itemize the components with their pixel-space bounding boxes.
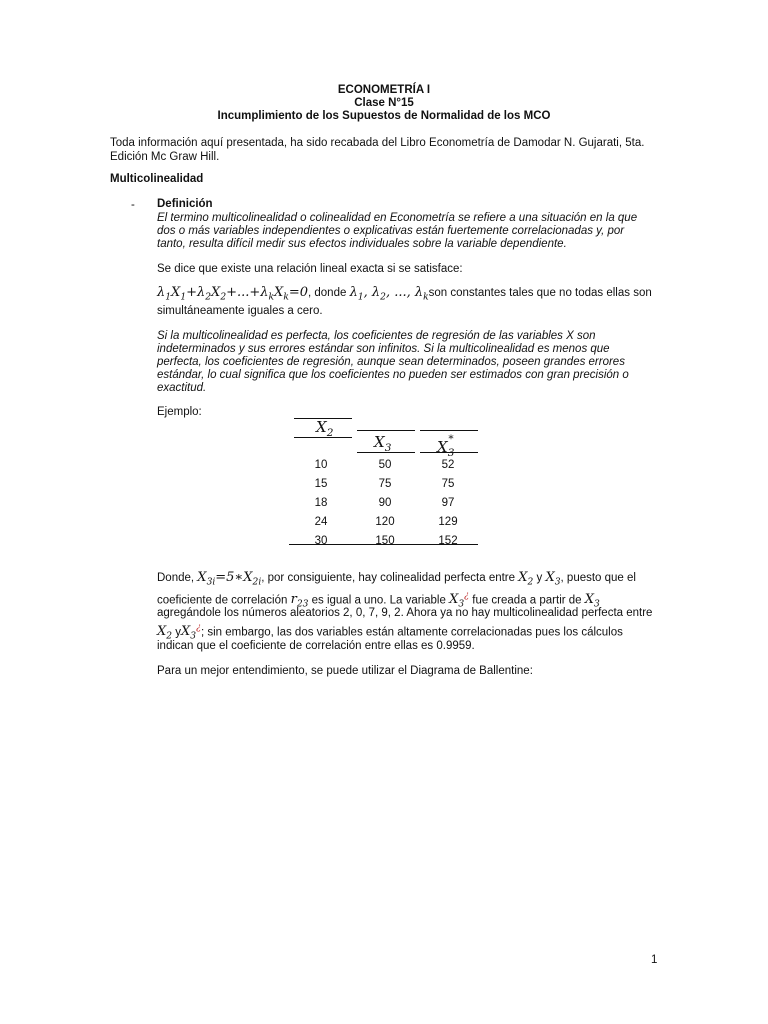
- table-cell: 10: [314, 459, 328, 471]
- lambda-list: $\lambda_1$, $\lambda_2$, ..., $\lambda_k$: [349, 285, 429, 303]
- donde-text-c: y: [536, 572, 543, 584]
- donde-text: Donde,: [157, 572, 195, 584]
- table-cell: 75: [441, 478, 455, 490]
- table-cell: 129: [438, 516, 458, 528]
- donde-line-1: [157, 571, 657, 590]
- var-x3-b: $X_3$: [584, 592, 600, 610]
- table-cell: 90: [378, 497, 392, 509]
- equation-formula: $\lambda_1X_1+\lambda_2X_2+...+\lambda_kX_k=0$: [157, 285, 308, 303]
- example-label: Ejemplo:: [157, 406, 202, 418]
- var-r23: $r_{23}$: [290, 592, 309, 610]
- table-cell: 24: [314, 516, 328, 528]
- topic-title: Incumplimiento de los Supuestos de Normalidad de los MCO: [217, 110, 551, 122]
- intro-line-2: Edición Mc Graw Hill.: [110, 151, 220, 163]
- equation-line-2: simultáneamente iguales a cero.: [157, 305, 323, 317]
- bullet-dash: -: [131, 199, 135, 211]
- donde-line-5: indican que el coeficiente de correlación entre ellas es 0.9959.: [157, 640, 475, 652]
- table-cell: 97: [441, 497, 455, 509]
- perfect-line-3: perfecta, los coeficientes de regresión, aunque sean determinados, poseen grandes errores: [157, 356, 625, 368]
- perfect-line-5: exactitud.: [157, 382, 207, 394]
- header-x2: $X_2$: [316, 418, 334, 439]
- table-cell: 75: [378, 478, 392, 490]
- page-number: 1: [651, 954, 658, 966]
- var-x3-star-b: $X_3^¿$: [181, 623, 201, 642]
- donde-text-b: , por consiguiente, hay colinealidad perfecta entre: [261, 572, 516, 584]
- table-cell: 18: [314, 497, 328, 509]
- donde-text-d: , puesto que el: [560, 572, 636, 584]
- table-cell: 150: [375, 535, 395, 547]
- table-rule: [357, 430, 415, 431]
- var-x3-star: $X_3^¿$: [449, 591, 470, 610]
- var-x3: $X_3$: [545, 570, 561, 588]
- donde-line-3: agregándole los números aleatorios 2, 0, 7, 9, 2. Ahora ya no hay multicolinealidad perfecta entre: [157, 607, 653, 619]
- donde-l4a: y: [175, 626, 182, 639]
- definition-line-1: El termino multicolinealidad o colinealidad en Econometría se refiere a una situación en la que: [157, 212, 638, 224]
- equation-text-end: son constantes tales que no todas ellas son: [428, 287, 652, 299]
- perfect-line-4: estándar, lo cual significa que los coeficientes no pueden ser estimados con gran precisión o: [157, 369, 629, 381]
- perfect-line-2: indeterminados y sus errores estándar son infinitos. Si la multicolinealidad es menos que: [157, 343, 610, 355]
- donde-l2a: coeficiente de correlación: [157, 594, 288, 607]
- table-cell: 152: [438, 535, 458, 547]
- var-x2-b: $X_2$: [157, 624, 173, 642]
- formula-x3i: $X_{3i}=5∗X_{2i}$: [197, 570, 262, 588]
- definition-line-2: dos o más variables independientes o explicativas están fuertemente correlacionadas y, por: [157, 225, 625, 237]
- equation-text-mid: , donde: [308, 287, 347, 299]
- perfect-line-1: Si la multicolinealidad es perfecta, los coeficientes de regresión de las variables X son: [157, 330, 596, 342]
- donde-l4b: ; sin embargo, las dos variables están altamente correlacionadas pues los cálculos: [200, 626, 623, 639]
- intro-line-1: Toda información aquí presentada, ha sido recabada del Libro Econometría de Damodar N. Gujarati, 5ta.: [110, 137, 645, 149]
- table-cell: 52: [441, 459, 455, 471]
- definition-line-3: tanto, resulta difícil medir sus efectos individuales sobre la variable dependiente.: [157, 238, 567, 250]
- definition-title: Definición: [157, 198, 213, 210]
- course-title: ECONOMETRÍA I: [337, 84, 431, 96]
- table-cell: 15: [314, 478, 328, 490]
- header-x3-star: $X_3^*$: [437, 433, 455, 459]
- table-cell: 30: [314, 535, 328, 547]
- section-title: Multicolinealidad: [110, 173, 204, 185]
- header-x3: $X_3$: [374, 433, 392, 454]
- class-number: Clase N°15: [354, 97, 414, 109]
- equation-line: [157, 286, 677, 305]
- table-rule: [420, 430, 478, 431]
- table-cell: 50: [378, 459, 392, 471]
- var-x2: $X_2$: [518, 570, 534, 588]
- table-cell: 120: [375, 516, 395, 528]
- donde-l2b: es igual a uno. La variable: [311, 594, 446, 607]
- ballentine-line: Para un mejor entendimiento, se puede utilizar el Diagrama de Ballentine:: [157, 665, 533, 677]
- exact-relation: Se dice que existe una relación lineal exacta si se satisface:: [157, 263, 463, 275]
- donde-l2c: fue creada a partir de: [472, 594, 582, 607]
